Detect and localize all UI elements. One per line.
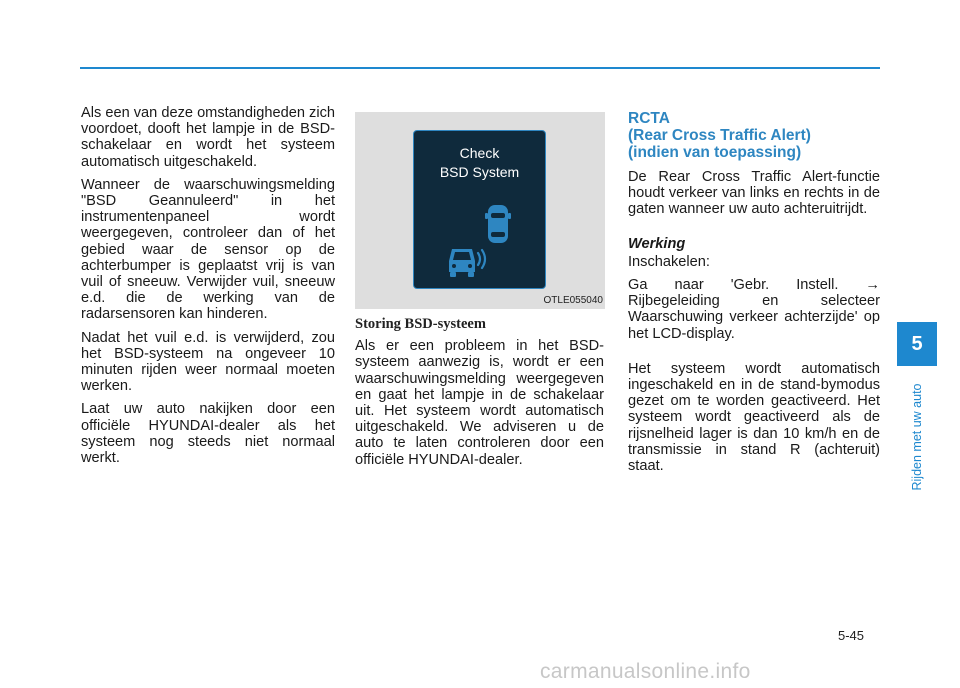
chapter-tab: 5	[897, 322, 937, 366]
title-line: (Rear Cross Traffic Alert)	[628, 127, 811, 144]
signal-waves-icon	[478, 250, 485, 268]
column-middle	[355, 316, 604, 475]
bsd-cars-icon	[414, 131, 547, 290]
chapter-title	[903, 376, 931, 498]
figure-code: OTLE055040	[543, 295, 603, 306]
column-right	[628, 110, 880, 481]
paragraph: Laat uw auto nakijken door een officiële HYUNDAI-dealer als het systeem nog steeds niet normaal werkt.	[81, 401, 335, 467]
display-line-check: Check	[459, 145, 500, 161]
paragraph: Als er een probleem in het BSD-systeem aanwezig is, wordt er een waarschuwingsmelding weergegeven en gaat het lampje in de schakelaar uit. Het systeem wordt automatisch uitgeschakeld. We adviseren u de auto te laten controleren door een officiële HYUNDAI-dealer.	[355, 338, 604, 468]
column-left	[81, 105, 335, 473]
display-line-bsd-system: BSD System	[439, 164, 520, 180]
cluster-display	[413, 130, 546, 289]
paragraph: Wanneer de waarschuwingsmelding "BSD Geannuleerd" in het instrumentenpaneel wordt weergegeven, controleer dan of het gebied waar de sensor op de achterbumper is geplaatst vrij is van vuil of sneeuw. Verwijder vuil, sneeuw e.d. die de werking van de radarsensoren kan hinderen.	[81, 176, 335, 323]
header-rule	[80, 67, 880, 69]
title-line: RCTA	[628, 110, 670, 127]
subheading: Werking	[628, 235, 686, 252]
paragraph: Nadat het vuil e.d. is verwijderd, zou het BSD-systeem na ongeveer 10 minuten rijden weer normaal moeten werken.	[81, 329, 335, 395]
paragraph: Ga naar 'Gebr. Instell. → Rijbegeleiding en selecteer Waarschuwing verkeer achterzijde' op het LCD-display.	[628, 277, 880, 342]
paragraph: Het systeem wordt automatisch ingeschakeld en in de stand-bymodus gezet om te worden geactiveerd. Het systeem wordt geactiveerd als de rijsnelheid lager is dan 10 km/h en de transmissie in stand R (achteruit) staat.	[628, 360, 880, 475]
paragraph: Inschakelen:	[628, 253, 710, 270]
paragraph: Als een van deze omstandigheden zich voordoet, dooft het lampje in de BSD-schakelaar en wordt het systeem automatisch uitgeschakeld.	[81, 105, 335, 170]
section-heading: Storing BSD-systeem	[355, 316, 486, 332]
bsd-figure	[355, 112, 605, 309]
watermark: carmanualsonline.info	[540, 660, 751, 683]
title-line: (indien van toepassing)	[628, 144, 802, 161]
paragraph: De Rear Cross Traffic Alert-functie houdt verkeer van links en rechts in de gaten wanneer uw auto achteruitrijdt.	[628, 169, 880, 218]
section-title	[628, 110, 880, 161]
page-number: 5-45	[838, 628, 865, 643]
car-right-icon	[485, 205, 511, 243]
chapter-title-text: Rijden met uw auto	[910, 383, 924, 491]
